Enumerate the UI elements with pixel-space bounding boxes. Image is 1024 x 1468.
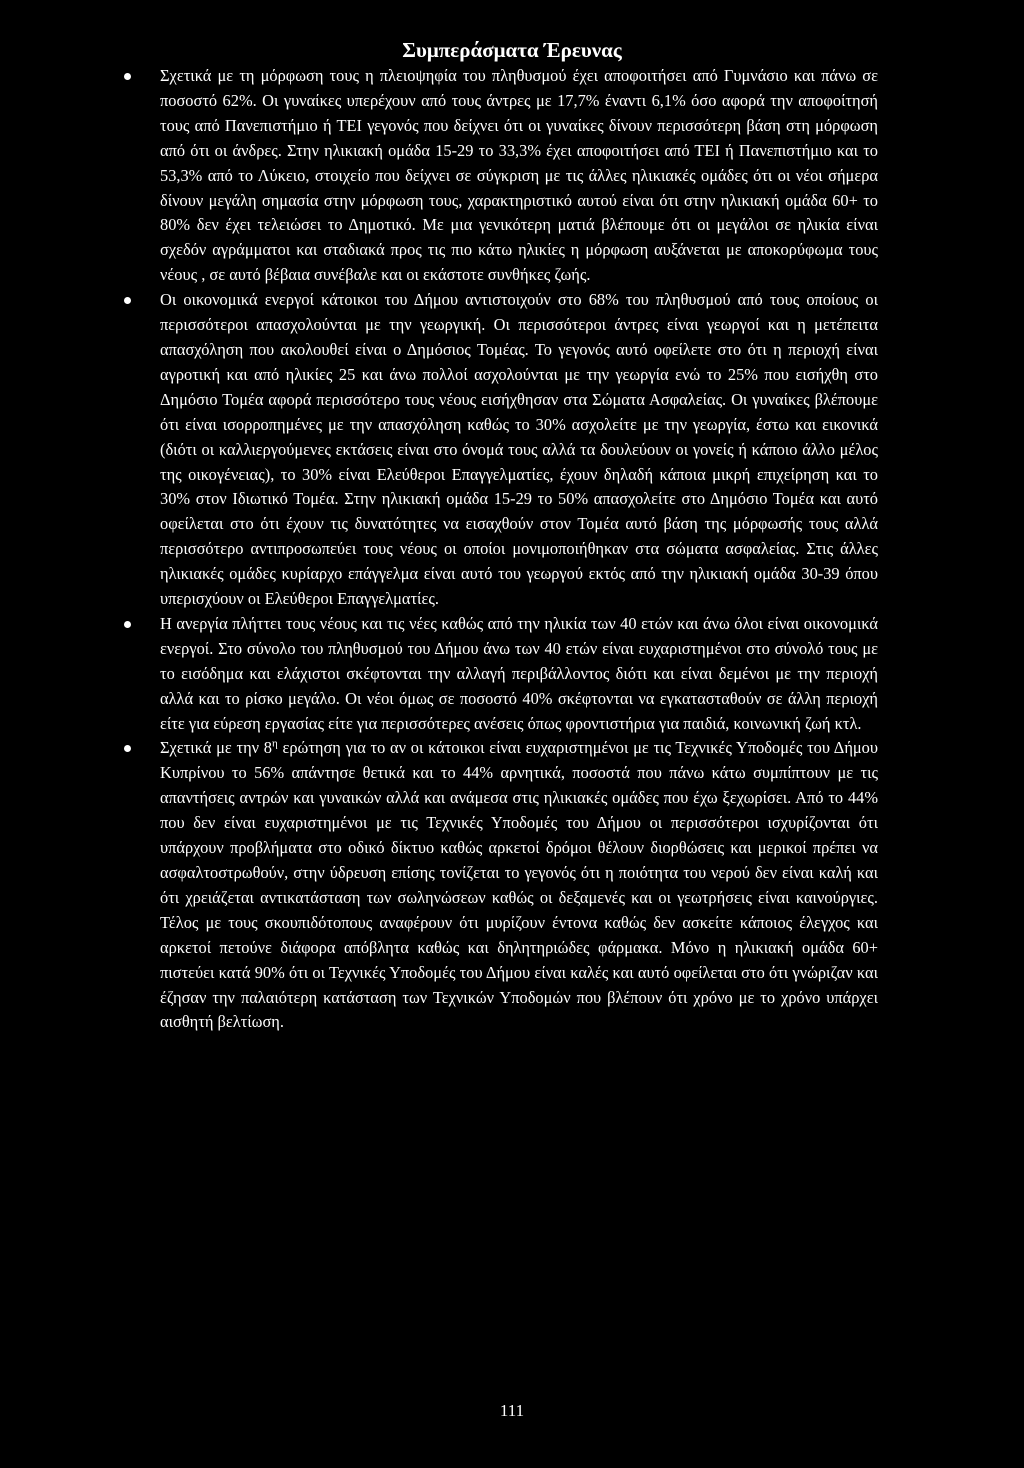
ordinal-superscript: η [271,738,278,750]
paragraph-infrastructure-start: Σχετικά με την 8 [160,738,272,758]
paragraph-unemployment: Η ανεργία πλήττει τους νέους και τις νέες καθώς από την ηλικία των 40 ετών και άνω όλοι είναι οικονομικά ενεργοί. Στο σύνολο του πληθυσμού του Δήμου άνω των 40 ετών είναι ευχαριστημένοι στο σύνολό τους με το εισόδημα και ελάχιστοι σκέφτονται την αλλαγή περιβάλλοντος διότι και είναι δεμένοι με την περιοχή αλλά και το ρίσκο μεγάλο. Οι νέοι όμως σε ποσοστό 40% σκέφτονται να εγκατασταθούν σε άλλη περιοχή είτε για εύρεση εργασίας είτε για περισσότερες ανέσεις όπως φροντιστήρια για παιδιά, κοινωνική ζωή κτλ. [160,613,878,733]
page-number: 111 [499,1401,525,1420]
paragraph-employment: Οι οικονομικά ενεργοί κάτοικοι του Δήμου αντιστοιχούν στο 68% του πληθυσμού από τους οποίους οι περισσότεροι απασχολούνται με την γεωργική. Οι περισσότεροι άντρες είναι γεωργοί και η μετέπειτα απασχόληση που ακολουθεί είναι ο Δημόσιος Τομέας. Το γεγονός αυτό οφείλετε στο ότι η περιοχή είναι αγροτική και από ηλικίες 25 και άνω πολλοί ασχολούνται με την γεωργία ενώ το 25% που εισήχθη στο Δημόσιο Τομέα αφορά περισσότερο τους νέους εισήχθησαν στα Σώματα Ασφαλείας. Οι γυναίκες βλέπουμε ότι είναι ισορροπημένες με την απασχόληση καθώς το 30% ασχολείτε με την γεωργία, έστω και εικονικά (διότι οι καλλιεργούμενες εκτάσεις είναι στο όνομά τους αλλά τα δουλεύουν οι γονείς ή κάποιο άλλο μέλος της οικογένειας), το 30% είναι Ελεύθεροι Επαγγελματίες, έχουν δηλαδή κάποια μικρή επιχείρηση και το 30% στον Ιδιωτικό Τομέα. Στην ηλικιακή ομάδα 15-29 το 50% απασχολείτε στο Δημόσιο Τομέα και αυτό οφείλεται στο ότι έχουν τις δυνατότητες να εισαχθούν στον Τομέα αυτό βάση της μόρφωσής τους αλλά περισσότερο αντιπροσωπεύει τους νέους οι οποίοι μονιμοποιήθηκαν στα σώματα ασφαλείας. Στις άλλες ηλικιακές ομάδες κυρίαρχο επάγγελμα είναι αυτό του γεωργού εκτός από την ηλικιακή ομάδα 30-39 όπου υπερισχύουν οι Ελεύθεροι Επαγγελματίες. [160,290,878,609]
paragraph-infrastructure-rest: ερώτηση για το αν οι κάτοικοι είναι ευχαριστημένοι με τις Τεχνικές Υποδομές του Δήμου Κυπρίνου το 56% απάντησε θετικά και το 44% αρνητικά, ποσοστά που πάνω κάτω συμπίπτουν με τις απαντήσεις αντρών και γυναικών αλλά και ανάμεσα στις ηλικιακές ομάδες που έχω ξεχωρίσει. Από το 44% που δεν είναι ευχαριστημένοι με τις Τεχνικές Υποδομές του Δήμου οι περισσότεροι ισχυρίζονται ότι υπάρχουν προβλήματα στο οδικό δίκτυο καθώς αρκετοί δρόμοι θέλουν διορθώσεις και μερικοί πρέπει να ασφαλτοστρωθούν, στην ύδρευση επίσης τονίζεται το γεγονός ότι η ποιότητα του νερού δεν είναι καλή και ότι χρειάζεται αντικατάσταση των σωληνώσεων καθώς οι δεξαμενές και οι γεωτρήσεις είναι καινούργιες. Τέλος με τους σκουπιδότοπους αναφέρουν ότι μυρίζουν έντονα καθώς δεν ασκείτε κάποιος έλεγχος και αρκετοί πετούνε διάφορα απόβλητα καθώς και δηλητηριώδες φάρμακα. Μόνο η ηλικιακή ομάδα 60+ πιστεύει κατά 90% ότι οι Τεχνικές Υποδομές του Δήμου είναι καλές και αυτό οφείλεται στο ότι γνώριζαν και έζησαν την παλαιότερη κατάσταση των Τεχνικών Υποδομών που βλέπουν ότι χρόνο με το χρόνο υπάρχει αισθητή βελτίωση. [160,738,878,1032]
paragraph-infrastructure [160,736,878,1035]
list-item [160,612,878,737]
bullet-icon [124,745,131,752]
paragraph-education: Σχετικά με τη μόρφωση τους η πλειοψηφία του πληθυσμού έχει αποφοιτήσει από Γυμνάσιο και πάνω σε ποσοστό 62%. Οι γυναίκες υπερέχουν από τους άντρες με 17,7% έναντι 6,1% όσο αφορά την αποφοίτησή τους από Πανεπιστήμιο ή ΤΕΙ γεγονός που δείχνει ότι οι γυναίκες δίνουν περισσότερη βάση στη μόρφωση από ότι οι άνδρες. Στην ηλικιακή ομάδα 15-29 το 33,3% έχει αποφοιτήσει από ΤΕΙ ή Πανεπιστήμιο και το 53,3% από το Λύκειο, στοιχείο που δείχνει σε σύγκριση με τις άλλες ηλικιακές ομάδες ότι οι νέοι σήμερα δίνουν μεγάλη σημασία στην μόρφωση τους, χαρακτηριστικό αυτού είναι ότι στην ηλικιακή ομάδα 60+ το 80% δεν έχει τελειώσει το Δημοτικό. Με μια γενικότερη ματιά βλέπουμε ότι οι μεγάλοι σε ηλικία είναι σχεδόν αγράμματοι και σταδιακά προς τις πιο κάτω ηλικίες η μόρφωση αυξάνεται με αποκορύφωμα τους νέους , σε αυτό βέβαια συνέβαλε και οι εκάστοτε συνθήκες ζωής. [160,66,878,285]
list-item [160,736,878,1035]
bullet-icon [124,621,131,628]
bullet-icon [124,297,131,304]
bullet-icon [124,73,131,80]
list-item [160,64,878,288]
conclusions-list [160,64,878,1035]
page-title: Συμπεράσματα Έρευνας [402,38,622,62]
list-item [160,288,878,612]
